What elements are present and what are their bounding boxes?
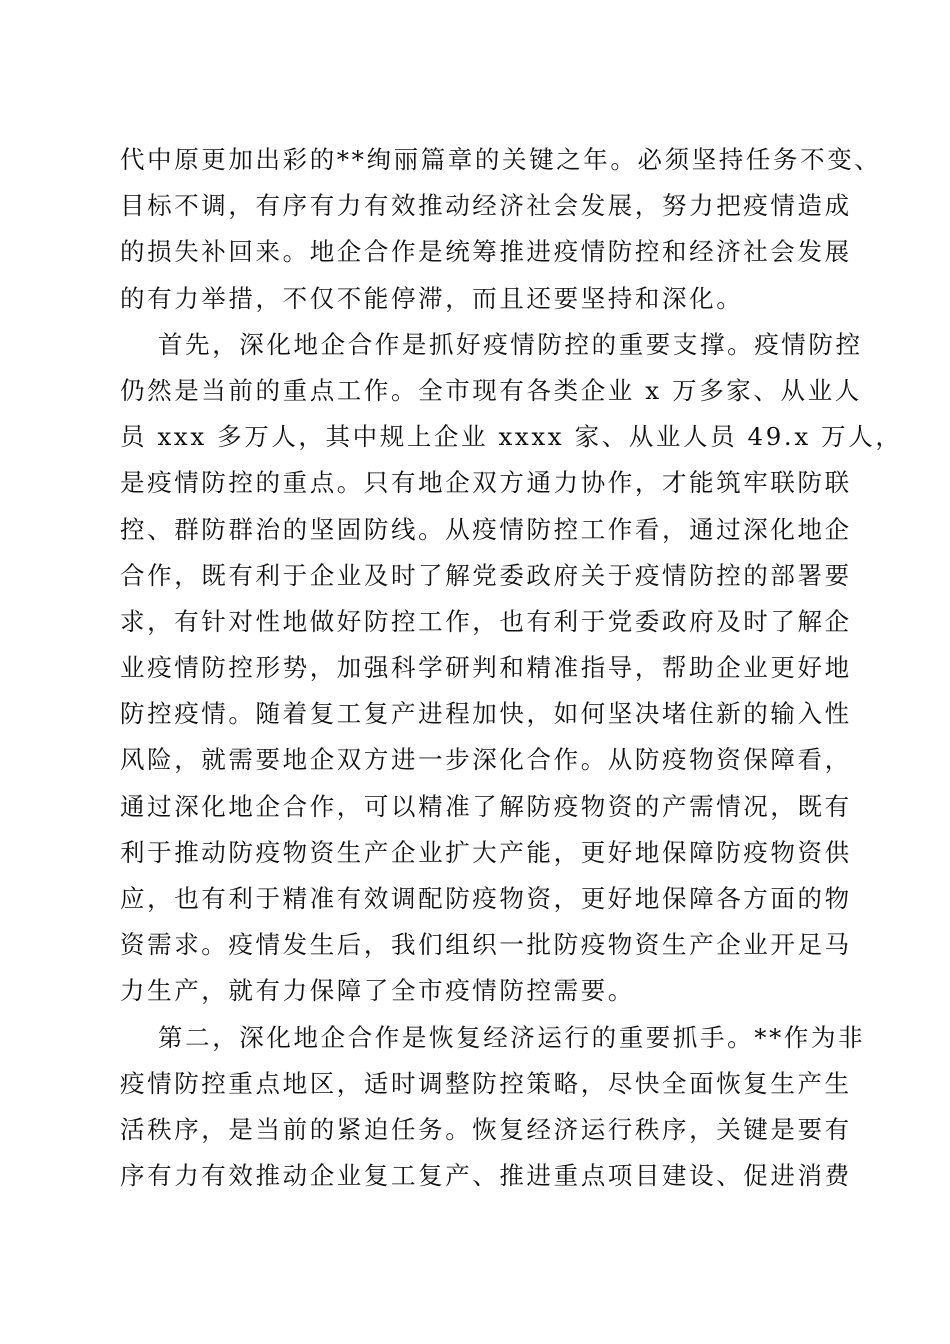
text-line: 风险，就需要地企双方进一步深化合作。从防疫物资保障看，: [120, 745, 852, 775]
text-line: 的损失补回来。地企合作是统筹推进疫情防控和经济社会发展: [120, 237, 852, 267]
text-line: 通过深化地企合作，可以精准了解防疫物资的产需情况，既有: [120, 791, 852, 821]
text-line: 疫情防控重点地区，适时调整防控策略，尽快全面恢复生产生: [120, 1068, 852, 1098]
text-line: 合作，既有利于企业及时了解党委政府关于疫情防控的部署要: [120, 560, 852, 590]
text-line: 序有力有效推动企业复工复产、推进重点项目建设、促进消费: [120, 1161, 852, 1191]
text-line: 代中原更加出彩的**绚丽篇章的关键之年。必须坚持任务不变、: [120, 145, 882, 174]
text-line: 应，也有利于精准有效调配防疫物资，更好地保障各方面的物: [120, 884, 852, 913]
document-body: [120, 137, 903, 1199]
text-line: 资需求。疫情发生后，我们组织一批防疫物资生产企业开足马: [120, 930, 852, 960]
text-line: 利于推动防疫物资生产企业扩大产能，更好地保障防疫物资供: [120, 837, 852, 867]
text-line: 的有力举措，不仅不能停滞，而且还要坚持和深化。: [120, 283, 744, 313]
paragraph-first-line: 首先，深化地企合作是抓好疫情防控的重要支撑。疫情防控: [158, 329, 863, 359]
text-line: 力生产，就有力保障了全市疫情防控需要。: [120, 976, 635, 1006]
text-line: 仍然是当前的重点工作。全市现有各类企业 x 万多家、从业人: [120, 375, 862, 405]
text-line: 业疫情防控形势，加强科学研判和精准指导，帮助企业更好地: [120, 653, 852, 683]
text-line: 求，有针对性地做好防控工作，也有利于党委政府及时了解企: [120, 606, 852, 636]
text-line: 目标不调，有序有力有效推动经济社会发展，努力把疫情造成: [120, 191, 852, 221]
text-line: 员 xxx 多万人，其中规上企业 xxxx 家、从业人员 49.x 万人，: [120, 422, 903, 452]
text-line: 控、群防群治的坚固防线。从疫情防控工作看，通过深化地企: [120, 514, 852, 544]
paragraph-first-line: 第二，深化地企合作是恢复经济运行的重要抓手。**作为非: [158, 1022, 866, 1052]
text-line: 防控疫情。随着复工复产进程加快，如何坚决堵住新的输入性: [120, 699, 852, 729]
text-line: 活秩序，是当前的紧迫任务。恢复经济运行秩序，关键是要有: [120, 1114, 852, 1144]
text-line: 是疫情防控的重点。只有地企双方通力协作，才能筑牢联防联: [120, 468, 852, 498]
